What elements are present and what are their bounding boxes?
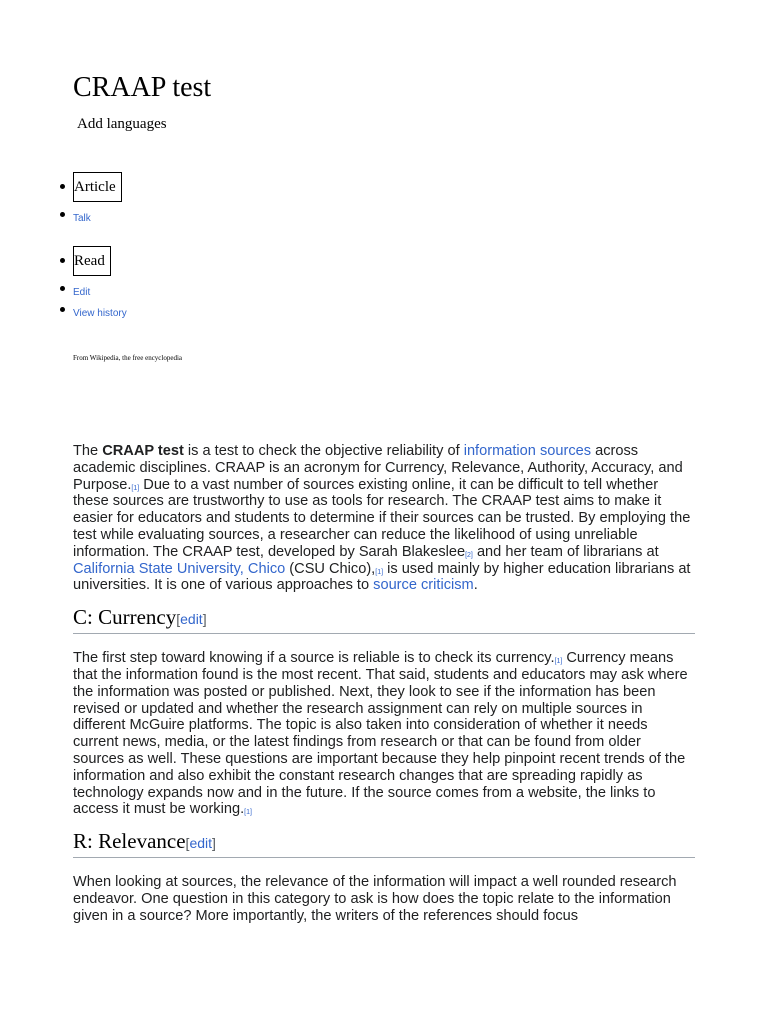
- text: Due to a vast number of sources existing online, it can be difficult to tell whether these sources are trustworthy to use as tools for research. The CRAAP test aims to make it easier for educators and students to determine if their sources can be trusted. By employing the test while evaluating sources, a researcher can reduce the likelihood of using unreliable information. The CRAAP test, developed by Sarah Blakeslee: [73, 476, 691, 560]
- tab-talk-link[interactable]: Talk: [73, 213, 91, 224]
- link-information-sources[interactable]: information sources: [463, 443, 592, 459]
- reference-1[interactable]: [1]: [375, 568, 384, 576]
- text: Currency means that the information found is the most recent. That said, students and educators may ask where the information was posted or published. Next, they look to see if the information has been revised or updated and whether the research assignment can rely on multiple sources in different McGuire platforms. The topic is also taken into consideration of whether it needs current news, media, or the latest findings from research or that can be found from older sources as well. These questions are important because they help pinpoint recent trends of the information and also exhibit the constant research changes that are spreading rapidly as technology expands now and in the future. If the source comes from a website, the links to access it must be working.: [73, 650, 688, 818]
- reference-2[interactable]: [2]: [465, 551, 473, 559]
- edit-bracket: [: [176, 611, 181, 628]
- tab-view-history[interactable]: [73, 303, 127, 321]
- edit-bracket: ]: [202, 611, 207, 628]
- site-tagline: From Wikipedia, the free encyclopedia: [73, 354, 183, 362]
- text: (CSU Chico),: [285, 560, 376, 577]
- heading-text: C: Currency: [73, 605, 177, 630]
- tab-edit-link[interactable]: Edit: [73, 287, 91, 298]
- currency-paragraph: [73, 650, 695, 818]
- reference-1[interactable]: [1]: [244, 809, 252, 817]
- tab-view-history-link[interactable]: View history: [73, 308, 127, 319]
- tab-read[interactable]: [73, 246, 111, 276]
- edit-section-link[interactable]: edit: [180, 611, 203, 628]
- tab-article[interactable]: [73, 172, 122, 202]
- tab-talk[interactable]: [73, 208, 91, 226]
- link-csu-chico[interactable]: California State University, Chico: [73, 560, 286, 577]
- text: The: [73, 443, 103, 459]
- tab-article-label[interactable]: Article: [73, 172, 122, 202]
- article-body: [73, 443, 695, 925]
- tab-read-label[interactable]: Read: [73, 246, 111, 276]
- reference-1[interactable]: [1]: [554, 658, 563, 666]
- heading-text: R: Relevance: [73, 829, 186, 854]
- reference-1[interactable]: [1]: [131, 484, 140, 492]
- text: The first step toward knowing if a source is reliable is to check its currency.: [73, 650, 555, 667]
- edit-bracket: [: [185, 835, 190, 852]
- text: is a test to check the objective reliability of: [183, 443, 464, 459]
- section-heading-relevance: [73, 828, 695, 858]
- tab-edit[interactable]: [73, 282, 90, 300]
- bold-term: CRAAP test: [102, 443, 184, 459]
- intro-paragraph: [73, 443, 695, 594]
- text: is used mainly by higher education librarians at universities. It is one of various approaches to: [73, 560, 691, 594]
- text: When looking at sources, the relevance of the information will impact a well rounded research endeavor. One question in this category to ask is how does the topic relate to the information given in a source? More importantly, the writers of the references should focus: [73, 874, 677, 924]
- page-title: CRAAP test: [73, 72, 212, 103]
- edit-section-link[interactable]: edit: [189, 835, 213, 852]
- add-languages-button[interactable]: Add languages: [77, 116, 167, 132]
- text: and her team of librarians at: [472, 543, 659, 560]
- link-source-criticism[interactable]: source criticism: [373, 577, 474, 594]
- edit-bracket: ]: [212, 835, 216, 852]
- text: .: [473, 577, 478, 594]
- text: across academic disciplines. CRAAP is an acronym for Currency, Relevance, Authority, Accuracy, and Purpose.: [73, 443, 683, 493]
- section-heading-currency: [73, 604, 695, 634]
- relevance-paragraph: [73, 874, 695, 924]
